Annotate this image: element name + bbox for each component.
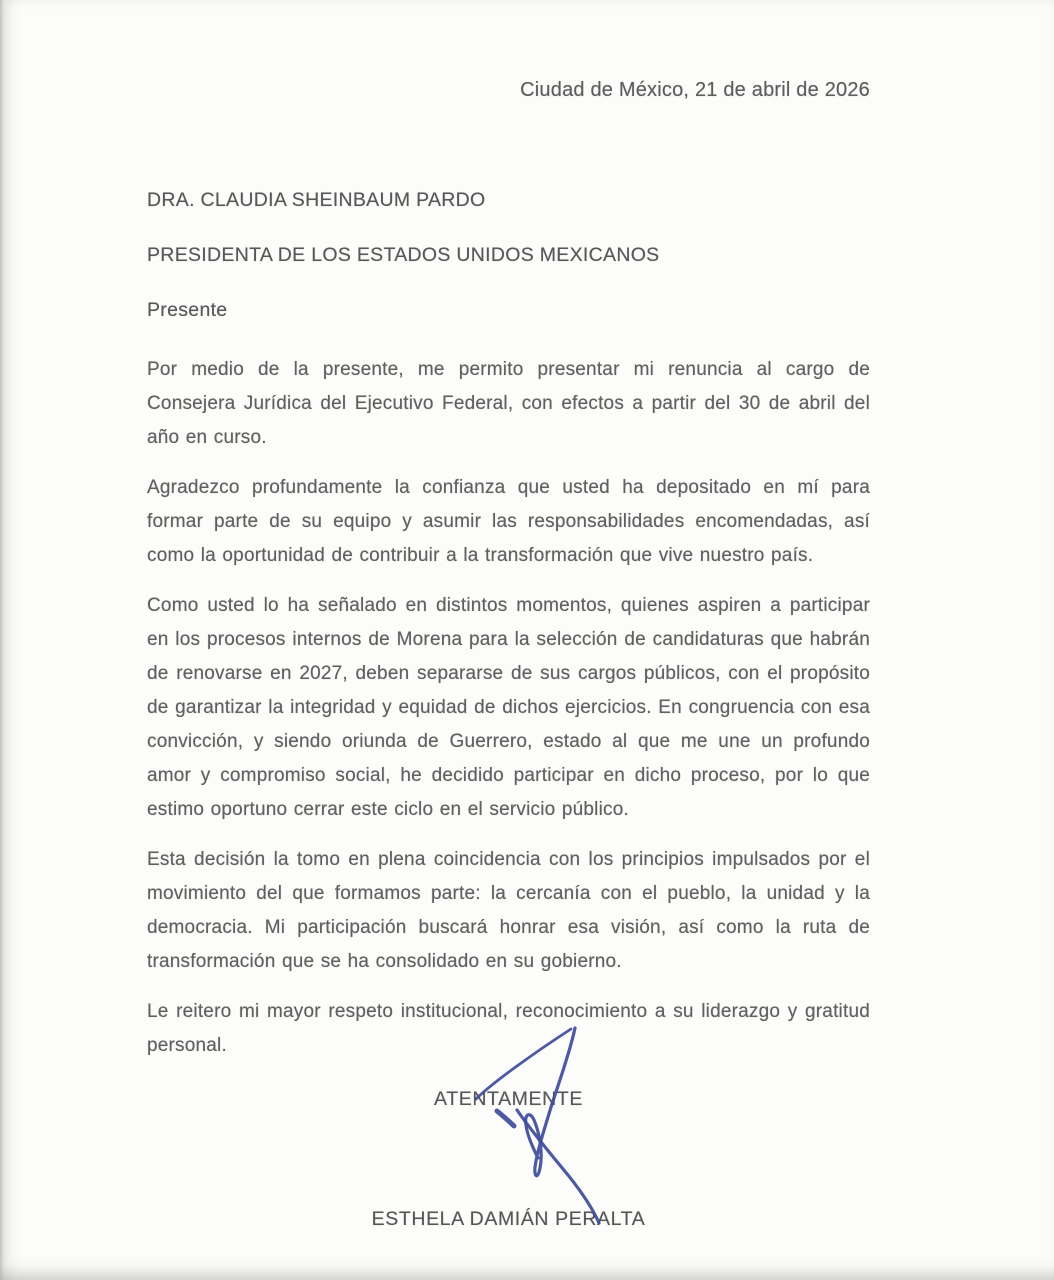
closing-atentamente: ATENTAMENTE	[434, 1088, 583, 1110]
dateline: Ciudad de México, 21 de abril de 2026	[520, 79, 870, 101]
scan-edge-bottom	[0, 1266, 1054, 1280]
recipient-salutation: Presente	[147, 299, 228, 321]
recipient-block	[147, 188, 870, 322]
paragraph-reasoning: Como usted lo ha señalado en distintos momentos, quienes aspiren a participar en los procesos internos de Morena para la selección de candidaturas que habrán de renovarse en 2027, deben separarse de sus cargos públicos, con el propósito de garantizar la integridad y equidad de dichos ejercicios. En congruencia con esa convicción, y siendo oriunda de Guerrero, estado al que me une un profundo amor y compromiso social, he decidido participar en dicho proceso, por lo que estimo oportuno cerrar este ciclo en el servicio público.	[147, 595, 870, 820]
paragraph-farewell: Le reitero mi mayor respeto institucional, reconocimiento a su liderazgo y gratitud personal.	[147, 1001, 870, 1056]
paragraph-gratitude: Agradezco profundamente la confianza que usted ha depositado en mí para formar parte de su equipo y asumir las responsabilidades encomendadas, así como la oportunidad de contribuir a la transformación que vive nuestro país.	[147, 477, 870, 566]
recipient-title: PRESIDENTA DE LOS ESTADOS UNIDOS MEXICANOS	[147, 244, 660, 266]
paragraph-principles: Esta decisión la tomo en plena coincidencia con los principios impulsados por el movimiento del que formamos parte: la cercanía con el pueblo, la unidad y la democracia. Mi participación buscará honrar esa visión, así como la ruta de transformación que se ha consolidado en su gobierno.	[147, 849, 870, 972]
signatory-name: ESTHELA DAMIÁN PERALTA	[371, 1208, 646, 1230]
recipient-name: DRA. CLAUDIA SHEINBAUM PARDO	[147, 189, 486, 211]
paragraph-resignation: Por medio de la presente, me permito presentar mi renuncia al cargo de Consejera Jurídica del Ejecutivo Federal, con efectos a partir del 30 de abril del año en curso.	[147, 359, 870, 448]
letter-body	[147, 353, 870, 1063]
